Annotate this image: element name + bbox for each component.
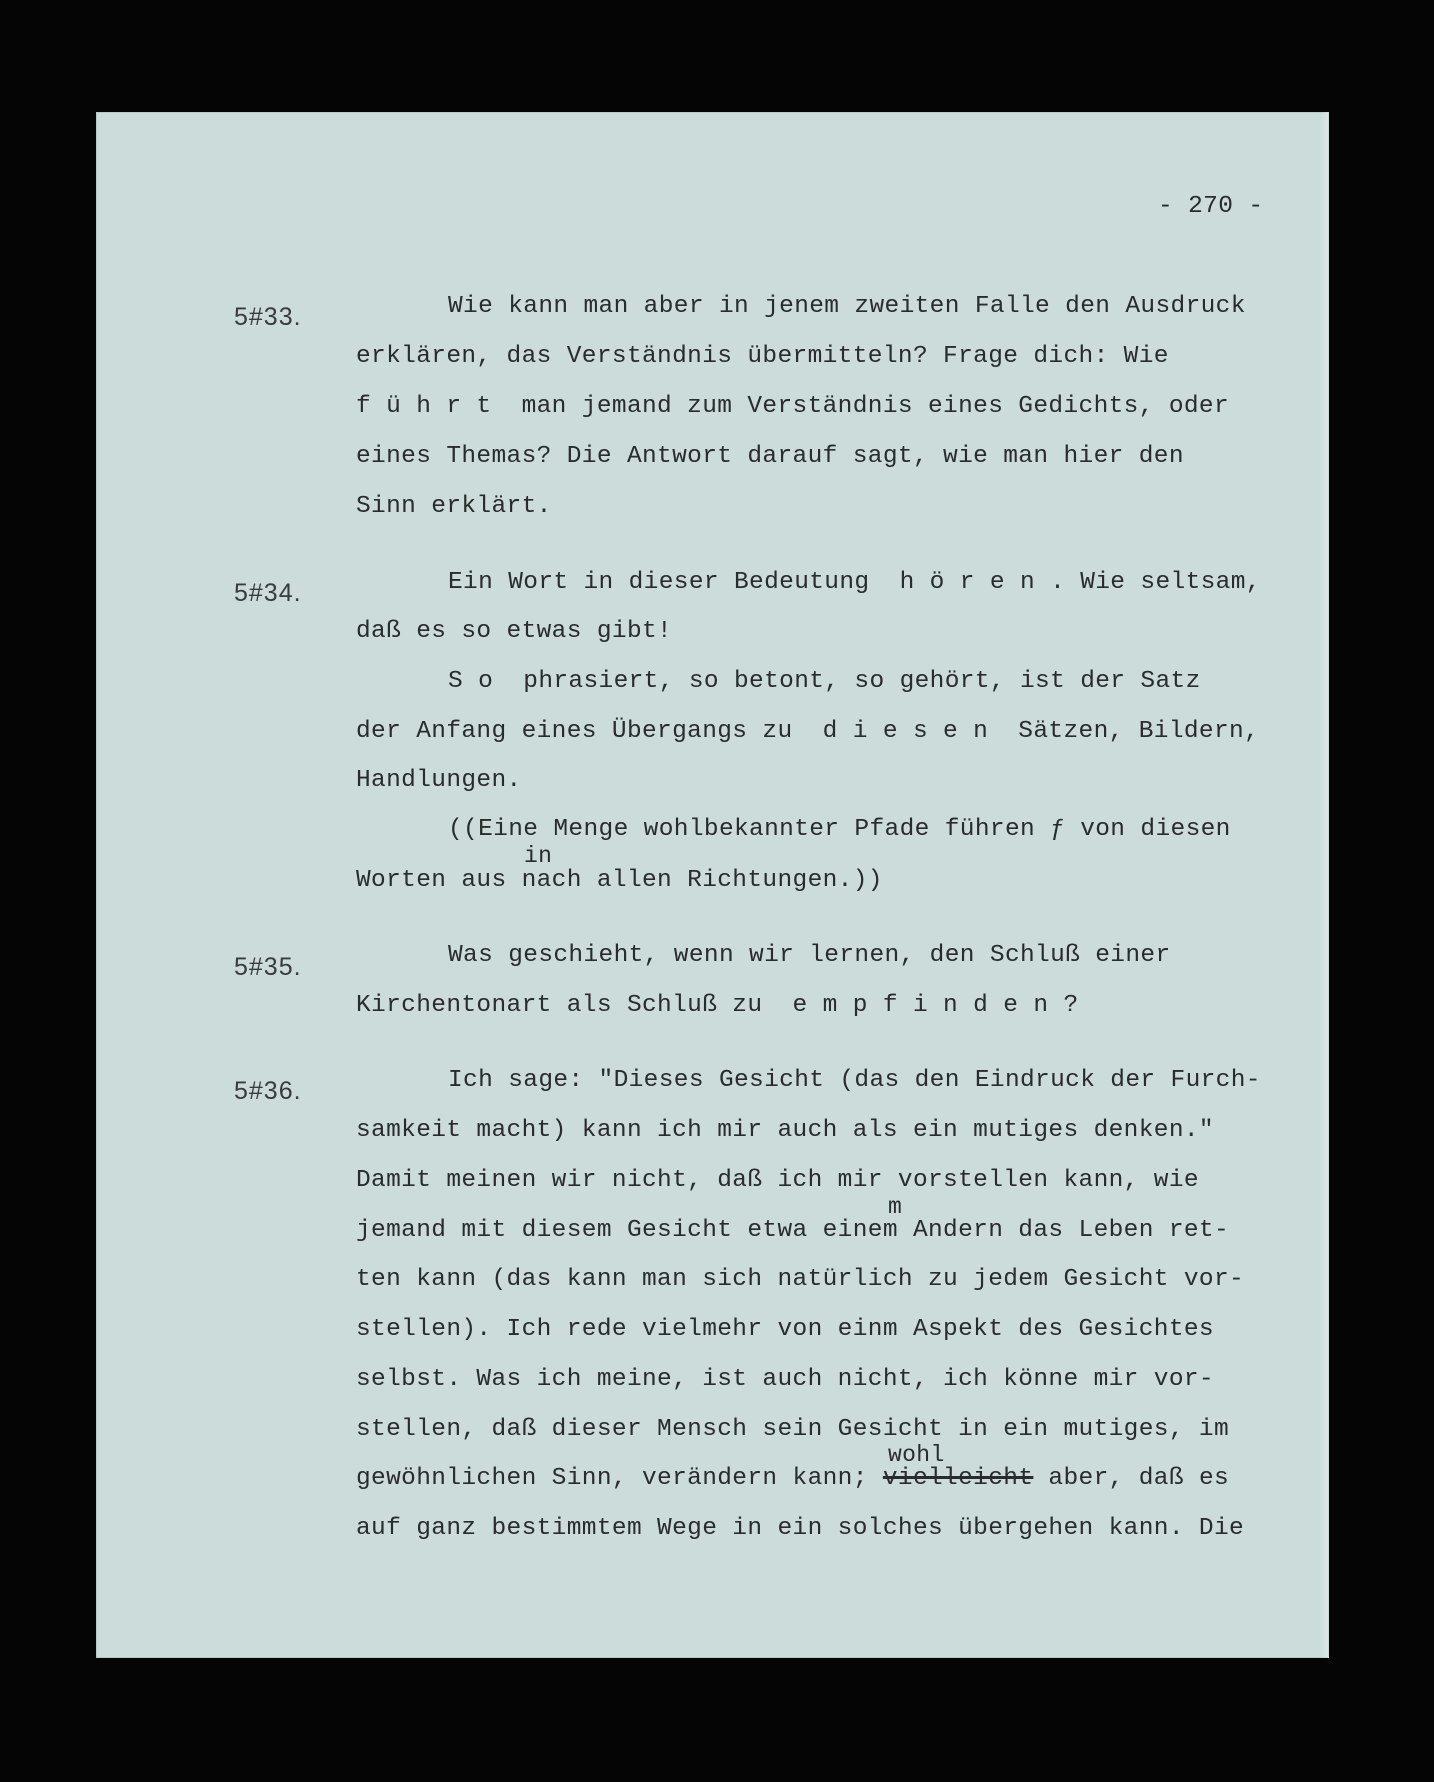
remark-number: 5#34. [234, 579, 302, 607]
text-line: Wie kann man aber in jenem zweiten Falle den Ausdruck [448, 293, 1246, 320]
text-line: f ü h r t man jemand zum Verständnis eines Gedichts, oder [356, 393, 1230, 420]
text-line: S o phrasiert, so betont, so gehört, ist der Satz [448, 668, 1201, 695]
typescript-page [96, 112, 1329, 1658]
remark-number: 5#36. [234, 1077, 302, 1105]
text-line [356, 1464, 1229, 1494]
text-segment: aber, daß es [1033, 1465, 1230, 1492]
text-line: Sinn erklärt. [356, 493, 552, 520]
text-line: selbst. Was ich meine, ist auch nicht, ich könne mir vor- [356, 1366, 1214, 1393]
text-line: der Anfang eines Übergangs zu d i e s e n Sätzen, Bildern, [356, 718, 1260, 745]
text-line: daß es so etwas gibt! [356, 618, 673, 645]
interlinear-insertion: m [888, 1194, 903, 1220]
text-line: stellen, daß dieser Mensch sein Gesicht in ein mutiges, im [356, 1416, 1230, 1443]
text-line: Damit meinen wir nicht, daß ich mir vorstellen kann, wie [356, 1167, 1199, 1194]
text-line: auf ganz bestimmtem Wege in ein solches übergehen kann. Die [356, 1515, 1245, 1542]
text-line: erklären, das Verständnis übermitteln? Frage dich: Wie [356, 343, 1169, 370]
struck-word: vielleicht [882, 1465, 1034, 1492]
text-line: Kirchentonart als Schluß zu e m p f i n d e n ? [356, 992, 1079, 1019]
text-line: Ein Wort in dieser Bedeutung h ö r e n . Wie seltsam, [448, 569, 1261, 596]
text-line: Was geschieht, wenn wir lernen, den Schluß einer [448, 942, 1171, 969]
text-line: samkeit macht) kann ich mir auch als ein mutiges denken." [356, 1117, 1214, 1144]
text-line: ten kann (das kann man sich natürlich zu jedem Gesicht vor- [356, 1266, 1245, 1293]
text-line: ((Eine Menge wohlbekannter Pfade führen ƒ von diesen [448, 816, 1231, 843]
text-line: Handlungen. [356, 767, 522, 794]
text-line: Ich sage: "Dieses Gesicht (das den Eindruck der Furch- [448, 1067, 1261, 1094]
text-line: eines Themas? Die Antwort darauf sagt, wie man hier den [356, 443, 1184, 470]
text-line: Worten aus nach allen Richtungen.)) [356, 867, 883, 894]
remark-number: 5#33. [234, 303, 302, 331]
text-line: jemand mit diesem Gesicht etwa einem Andern das Leben ret- [356, 1217, 1230, 1244]
text-segment: gewöhnlichen Sinn, verändern kann; [356, 1465, 883, 1492]
text-line: stellen). Ich rede vielmehr von einm Aspekt des Gesichtes [356, 1316, 1214, 1343]
interlinear-insertion: wohl [888, 1442, 945, 1468]
page-number: - 270 - [1158, 193, 1264, 220]
remark-number: 5#35. [234, 953, 302, 981]
interlinear-insertion: in [524, 843, 553, 869]
